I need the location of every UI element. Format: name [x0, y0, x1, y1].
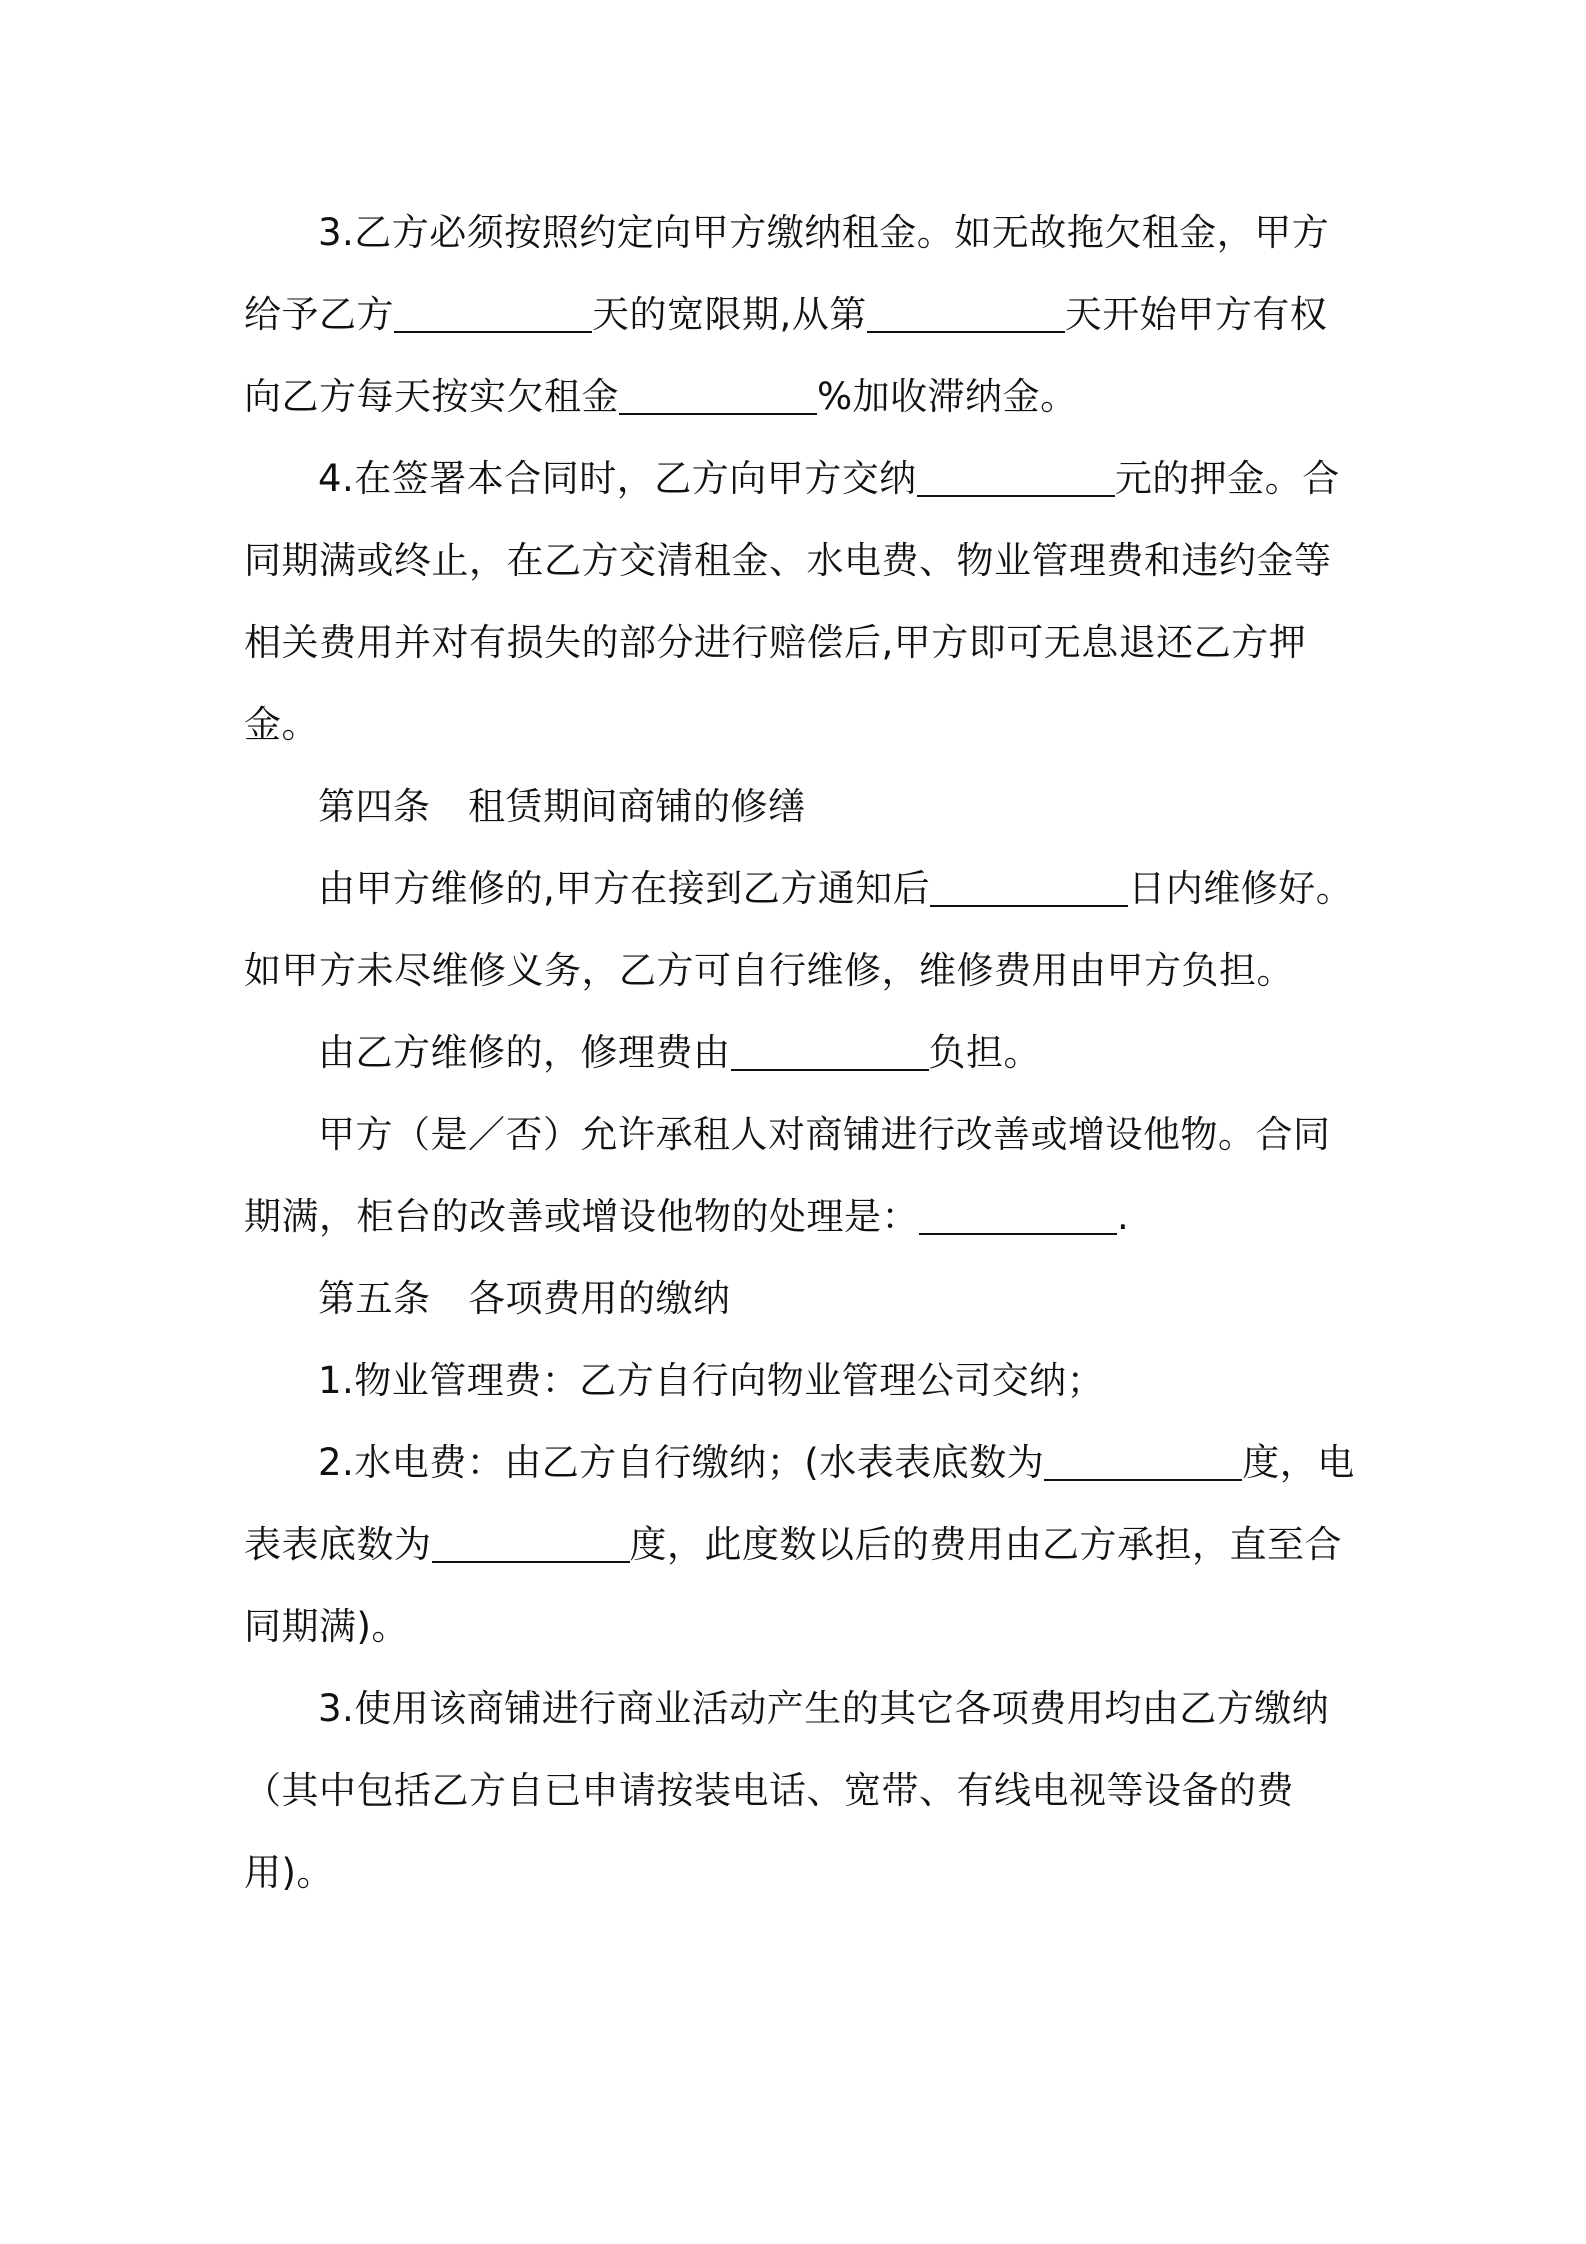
- repair-by-tenant: [244, 1012, 1356, 1094]
- fill-blank-grace-days[interactable]: [394, 294, 592, 333]
- text-segment: 1.物业管理费：乙方自行向物业管理公司交纳；: [318, 1359, 1105, 1402]
- fill-blank-repair-days[interactable]: [930, 868, 1128, 907]
- repair-by-landlord: [244, 848, 1356, 1012]
- fill-blank-deposit-amount[interactable]: [917, 458, 1115, 497]
- text-segment: 元的押金。合同期满或终止，在乙方交清租金、水电费、物业管理费和违约金等相关费用并对有损失的部分进行赔偿后,甲方即可无息退还乙方押金。: [244, 457, 1340, 746]
- text-segment: 2.水电费：由乙方自行缴纳；(水表表底数为: [318, 1441, 1045, 1484]
- text-segment: 3.乙方必须按照约定向甲方缴纳租金。如无故拖欠租金，甲方给予乙方: [244, 211, 1330, 336]
- improvements-clause: [244, 1094, 1356, 1258]
- fill-blank-late-fee-percent[interactable]: [619, 376, 817, 415]
- fill-blank-water-meter[interactable]: [1044, 1442, 1242, 1481]
- fee-utilities: [244, 1422, 1356, 1668]
- text-segment: 天的宽限期,从第: [592, 293, 867, 336]
- fill-blank-improvement-handling[interactable]: [919, 1196, 1117, 1235]
- text-segment: 3.使用该商铺进行商业活动产生的其它各项费用均由乙方缴纳（其中包括乙方自已申请按装电话、宽带、有线电视等设备的费用)。: [244, 1687, 1330, 1894]
- text-segment: 度，电表表底数为: [244, 1441, 1355, 1566]
- fill-blank-repair-cost-party[interactable]: [731, 1032, 929, 1071]
- text-segment: 甲方（是／否）允许承租人对商铺进行改善或增设他物。合同期满，柜台的改善或增设他物的处理是：: [244, 1113, 1331, 1238]
- text-segment: 日内维修好。如甲方未尽维修义务，乙方可自行维修，维修费用由甲方负担。: [244, 867, 1354, 992]
- text-segment: 负担。: [928, 1031, 1041, 1074]
- text-segment: 由乙方维修的，修理费由: [318, 1031, 731, 1074]
- fill-blank-start-day[interactable]: [867, 294, 1065, 333]
- text-segment: 度，此度数以后的费用由乙方承担，直至合同期满)。: [244, 1523, 1342, 1648]
- fee-property-management: [244, 1340, 1356, 1422]
- text-segment: 4.在签署本合同时，乙方向甲方交纳: [318, 457, 917, 500]
- article-4-heading: 第四条 租赁期间商铺的修缮: [318, 785, 806, 828]
- text-segment: .: [1117, 1195, 1130, 1238]
- document-body: [244, 192, 1356, 1914]
- clause-3-rent-payment: [244, 192, 1356, 438]
- text-segment: 由甲方维修的,甲方在接到乙方通知后: [318, 867, 931, 910]
- fill-blank-electric-meter[interactable]: [432, 1524, 630, 1563]
- text-segment: 天开始甲方有权向乙方每天按实欠租金: [244, 293, 1328, 418]
- text-segment: %加收滞纳金。: [817, 375, 1078, 418]
- article-5-heading: 第五条 各项费用的缴纳: [318, 1277, 731, 1320]
- clause-4-deposit: [244, 438, 1356, 766]
- fee-other-business: [244, 1668, 1356, 1914]
